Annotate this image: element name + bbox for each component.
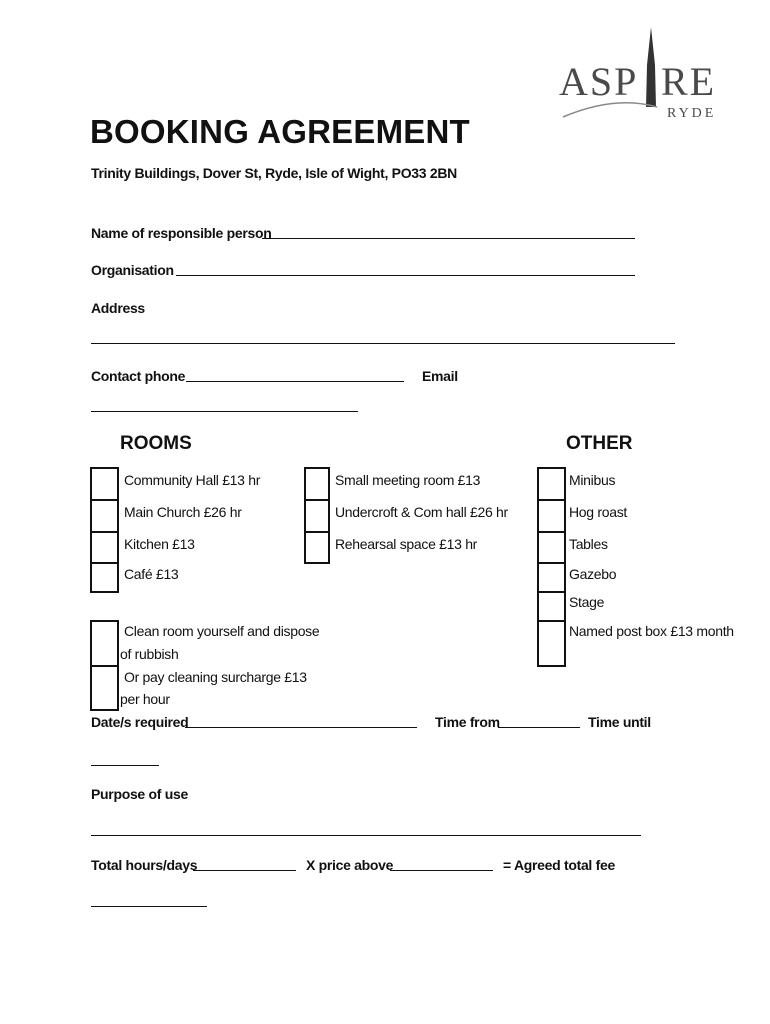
small-meeting-room-checkbox[interactable]: [304, 467, 330, 501]
responsible-person-label: Name of responsible person: [91, 225, 272, 241]
logo-sub: RYDE: [667, 106, 717, 121]
tables-label: Tables: [569, 536, 608, 552]
email-label: Email: [422, 368, 458, 384]
purpose-label: Purpose of use: [91, 786, 188, 802]
page-title: BOOKING AGREEMENT: [90, 113, 470, 150]
main-church-checkbox[interactable]: [90, 499, 119, 533]
aspire-ryde-logo: [555, 25, 720, 125]
total-hours-field[interactable]: [193, 870, 296, 871]
contact-phone-field[interactable]: [186, 381, 404, 382]
agreed-fee-field[interactable]: [91, 906, 207, 907]
contact-phone-label: Contact phone: [91, 368, 186, 384]
community-hall-checkbox[interactable]: [90, 467, 119, 501]
small-meeting-room-label: Small meeting room £13: [335, 472, 481, 488]
address-label: Address: [91, 300, 145, 316]
clean-yourself-label-2: of rubbish: [120, 646, 179, 662]
cleaning-surcharge-label-2: per hour: [120, 691, 170, 707]
logo-swoosh: [563, 103, 657, 117]
organisation-label: Organisation: [91, 262, 174, 278]
purpose-field[interactable]: [91, 835, 641, 836]
total-hours-label: Total hours/days: [91, 857, 198, 873]
named-post-box-label: Named post box £13 month: [569, 623, 734, 639]
venue-address: Trinity Buildings, Dover St, Ryde, Isle of Wight, PO33 2BN: [91, 165, 457, 181]
kitchen-label: Kitchen £13: [124, 536, 195, 552]
dates-required-label: Date/s required: [91, 714, 189, 730]
minibus-checkbox[interactable]: [537, 467, 566, 501]
organisation-field[interactable]: [176, 275, 635, 276]
gazebo-label: Gazebo: [569, 566, 617, 582]
time-until-field[interactable]: [91, 765, 159, 766]
time-from-field[interactable]: [498, 727, 580, 728]
clean-yourself-label-1: Clean room yourself and dispose: [124, 623, 320, 639]
time-until-label: Time until: [588, 714, 651, 730]
rooms-heading: ROOMS: [120, 433, 192, 454]
other-heading: OTHER: [566, 433, 633, 454]
dates-required-field[interactable]: [185, 727, 417, 728]
main-church-label: Main Church £26 hr: [124, 504, 242, 520]
cafe-checkbox[interactable]: [90, 562, 119, 593]
hog-roast-label: Hog roast: [569, 504, 627, 520]
stage-label: Stage: [569, 594, 605, 610]
logo-word-right: RE: [661, 59, 717, 104]
cafe-label: Café £13: [124, 566, 179, 582]
time-from-label: Time from: [435, 714, 500, 730]
responsible-person-field[interactable]: [262, 238, 635, 239]
community-hall-label: Community Hall £13 hr: [124, 472, 261, 488]
gazebo-checkbox[interactable]: [537, 562, 566, 593]
hog-roast-checkbox[interactable]: [537, 499, 566, 533]
minibus-label: Minibus: [569, 472, 616, 488]
stage-checkbox[interactable]: [537, 591, 566, 622]
rehearsal-space-label: Rehearsal space £13 hr: [335, 536, 478, 552]
x-price-field[interactable]: [390, 870, 493, 871]
cleaning-surcharge-checkbox[interactable]: [90, 665, 119, 711]
logo-word-left: ASP: [559, 59, 639, 104]
named-post-box-checkbox[interactable]: [537, 620, 566, 667]
cleaning-surcharge-label-1: Or pay cleaning surcharge £13: [124, 669, 307, 685]
undercroft-checkbox[interactable]: [304, 499, 330, 533]
rehearsal-space-checkbox[interactable]: [304, 531, 330, 564]
address-field[interactable]: [91, 343, 675, 344]
logo-spire: [646, 27, 656, 107]
x-price-label: X price above: [306, 857, 394, 873]
agreed-fee-label: = Agreed total fee: [503, 857, 615, 873]
kitchen-checkbox[interactable]: [90, 531, 119, 565]
email-field[interactable]: [91, 411, 358, 412]
clean-yourself-checkbox[interactable]: [90, 620, 119, 667]
undercroft-label: Undercroft & Com hall £26 hr: [335, 504, 508, 520]
tables-checkbox[interactable]: [537, 531, 566, 564]
